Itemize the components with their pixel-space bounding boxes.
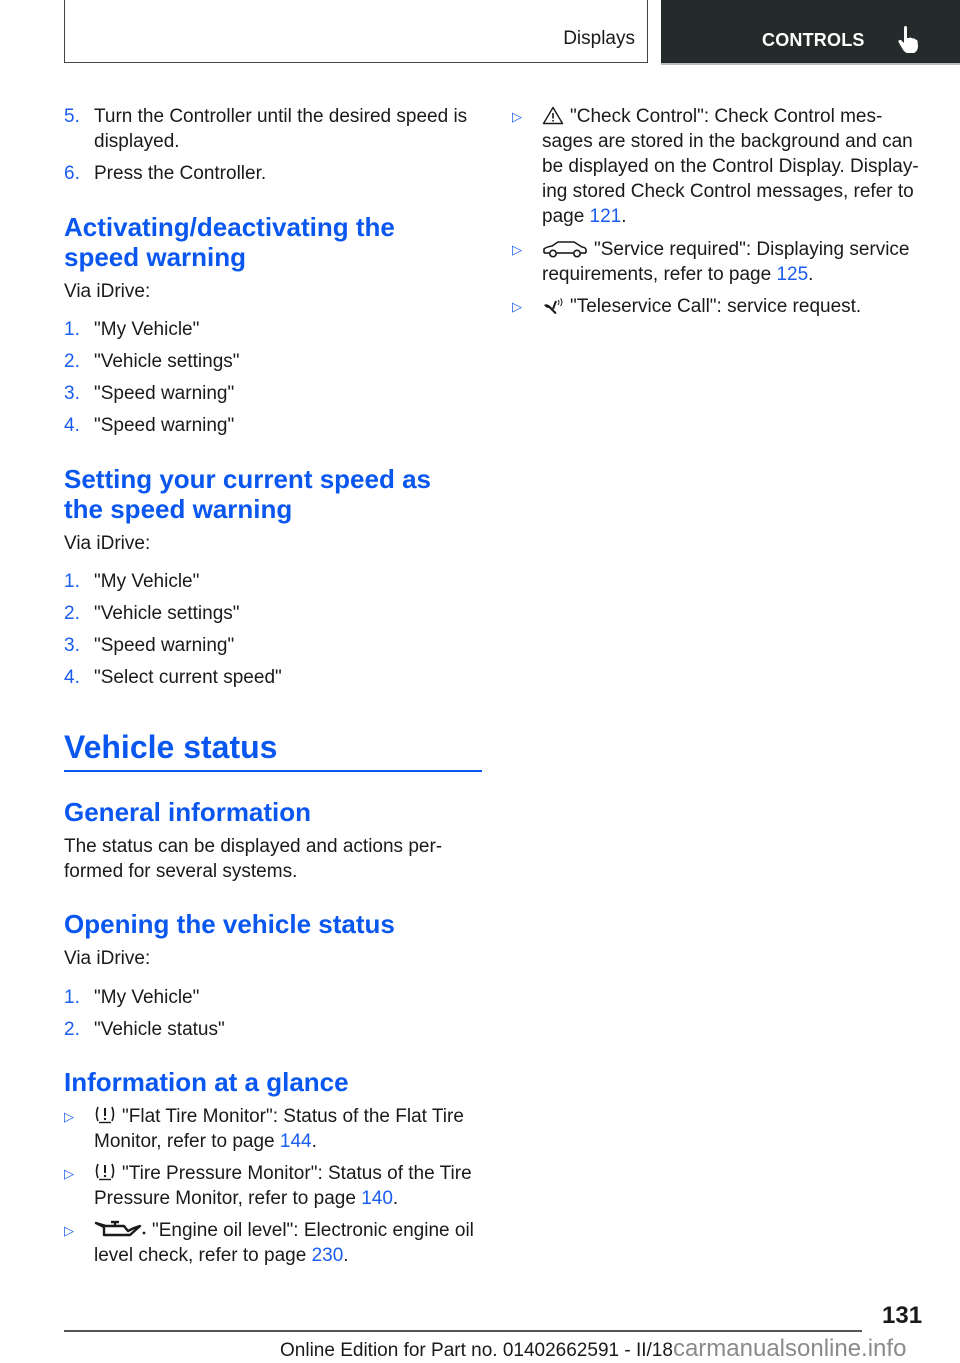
step-item (64, 413, 482, 438)
page-link[interactable]: 144 (279, 1131, 312, 1152)
punctuation: . (392, 1188, 399, 1209)
heading-setting-current-speed: Setting your current speed as the speed warning (64, 464, 431, 524)
header-chapter-tab (661, 0, 960, 64)
step-number: 1. (64, 319, 80, 340)
punctuation: . (311, 1131, 317, 1152)
bullet-triangle-icon: ▷ (64, 1166, 74, 1181)
step-item (64, 317, 482, 342)
via-idrive-label: Via iDrive: (64, 533, 151, 554)
step-item (64, 381, 482, 406)
step-number: 2. (64, 603, 80, 624)
header-section-box (64, 0, 648, 63)
step-text: "My Vehicle" (94, 987, 200, 1008)
status-item-service-required (512, 237, 922, 287)
pointing-hand-icon (897, 26, 919, 54)
step-text: Turn the Controller until the desired speed is displayed. (94, 106, 468, 152)
glance-item-text: "Tire Pressure Monitor": Status of the Tire Pressure Monitor, refer to page (94, 1163, 472, 1209)
step-item (64, 601, 482, 626)
step-item (64, 633, 482, 658)
heading-vehicle-status: Vehicle status (64, 729, 278, 765)
step-text: "Vehicle status" (94, 1019, 225, 1040)
bullet-triangle-icon: ▷ (512, 299, 522, 314)
step-number: 1. (64, 571, 80, 592)
chapter-title: CONTROLS (762, 30, 865, 50)
step-text: "Speed warning" (94, 415, 235, 436)
bullet-triangle-icon: ▷ (64, 1223, 74, 1238)
step-text: "My Vehicle" (94, 319, 200, 340)
edition-line (280, 1335, 906, 1363)
step-item (64, 665, 482, 690)
warning-triangle-icon (542, 106, 564, 125)
step-item (64, 104, 482, 154)
punctuation: . (343, 1245, 349, 1266)
section-title: Displays (563, 28, 635, 49)
punctuation: . (621, 206, 627, 227)
glance-item-engine-oil (64, 1218, 482, 1268)
step-number: 1. (64, 987, 80, 1008)
page-link[interactable]: 140 (361, 1188, 393, 1209)
step-item (64, 1017, 482, 1042)
step-number: 4. (64, 667, 80, 688)
step-number: 2. (64, 351, 80, 372)
tire-pressure-warning-icon (94, 1162, 116, 1182)
heading-general-information: General information (64, 797, 312, 827)
bullet-triangle-icon: ▷ (512, 242, 522, 257)
step-text: "Speed warning" (94, 635, 235, 656)
step-item (64, 349, 482, 374)
status-item-teleservice-call (512, 294, 922, 319)
heading-activating: Activating/deactivating the speed warning (64, 212, 395, 272)
page-link[interactable]: 230 (311, 1245, 344, 1266)
step-number: 6. (64, 163, 80, 184)
step-number: 4. (64, 415, 80, 436)
step-text: "Vehicle settings" (94, 603, 240, 624)
heading-information-at-a-glance: Information at a glance (64, 1067, 349, 1097)
punctuation: . (808, 264, 814, 285)
glance-item-text: "Engine oil level": Electronic engine oil level check, refer to page (94, 1220, 474, 1266)
step-item (64, 569, 482, 594)
teleservice-wrench-icon (542, 297, 564, 315)
oil-can-icon (94, 1219, 146, 1239)
step-text: "Speed warning" (94, 383, 235, 404)
edition-text: Online Edition for Part no. 01402662591 - II/18 (280, 1340, 673, 1361)
via-idrive-label: Via iDrive: (64, 948, 151, 969)
glance-item-tire-pressure (64, 1161, 482, 1211)
via-idrive-label: Via iDrive: (64, 281, 151, 302)
heading-underline (64, 770, 482, 772)
header-shadow (661, 63, 960, 65)
step-text: "Select current speed" (94, 667, 282, 688)
step-item (64, 161, 482, 186)
status-item-check-control (512, 104, 922, 229)
status-item-text: "Check Control": Check Control mes-sages are stored in the background and can be displayed on the Control Display. Display-ing stored Check Control messages, refer to page (542, 106, 919, 227)
step-text: Press the Controller. (94, 163, 267, 184)
step-text: "My Vehicle" (94, 571, 200, 592)
status-item-text: "Service required": Displaying service requirements, refer to page (542, 239, 910, 285)
watermark: carmanualsonline.info (672, 1335, 907, 1362)
page-link[interactable]: 125 (776, 264, 809, 285)
step-number: 5. (64, 106, 80, 127)
step-number: 3. (64, 635, 80, 656)
status-item-text: "Teleservice Call": service request. (570, 296, 862, 317)
step-number: 3. (64, 383, 80, 404)
step-item (64, 985, 482, 1010)
flat-tire-warning-icon (94, 1105, 116, 1125)
page-link[interactable]: 121 (589, 206, 622, 227)
glance-item-text: "Flat Tire Monitor": Status of the Flat Tire Monitor, refer to page (94, 1106, 464, 1152)
bullet-triangle-icon: ▷ (64, 1109, 74, 1124)
heading-opening-vehicle-status: Opening the vehicle status (64, 909, 395, 939)
page-number: 131 (882, 1302, 923, 1329)
footer-rule (64, 1330, 862, 1332)
step-text: "Vehicle settings" (94, 351, 240, 372)
step-number: 2. (64, 1019, 80, 1040)
glance-item-flat-tire (64, 1104, 482, 1154)
general-information-text: The status can be displayed and actions per-formed for several systems. (64, 836, 443, 882)
bullet-triangle-icon: ▷ (512, 109, 522, 124)
car-service-icon (542, 240, 588, 258)
